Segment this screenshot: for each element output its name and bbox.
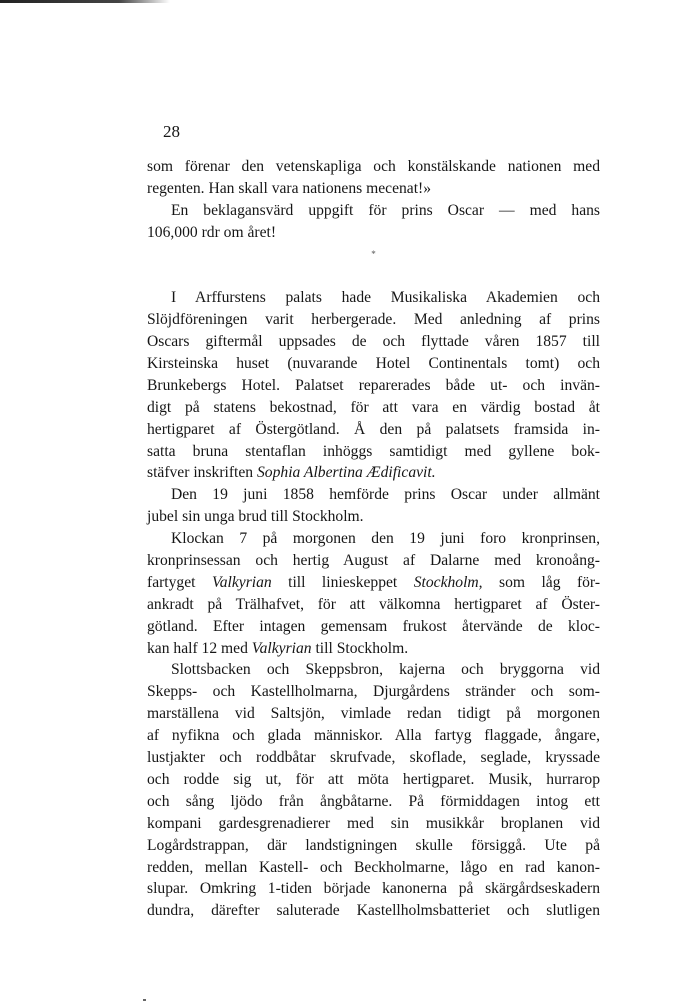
line-text: till linieskeppet <box>271 573 414 591</box>
text-line <box>147 156 600 178</box>
line-text: och rodde sig ut, för att möta hertigparet. Musik, hurrarop <box>147 770 600 788</box>
text-line <box>147 353 600 375</box>
text-line <box>147 397 600 419</box>
text-line <box>147 331 600 353</box>
text-line <box>147 484 600 506</box>
line-text: som förenar den vetenskapliga och konstälskande nationen med <box>147 158 600 175</box>
line-text: satta bruna stentaflan inhöggs samtidigt med gyllene bok- <box>147 442 600 460</box>
line-text: af nyfikna och glada människor. Alla fartyg flaggade, ångare, <box>147 727 600 745</box>
line-text: och sång ljödo från ångbåtarne. På förmiddagen intog ett <box>147 792 600 810</box>
scan-edge-mark <box>0 0 170 3</box>
line-text: Kirsteinska huset (nuvarande Hotel Continentals tomt) och <box>147 355 600 373</box>
text-line <box>147 441 600 463</box>
line-text: En beklagansvärd uppgift för prins Oscar — med hans <box>171 201 600 219</box>
line-text: Skepps- och Kastellholmarna, Djurgårdens stränder och som- <box>147 683 600 701</box>
text-line <box>147 309 600 331</box>
text-line <box>147 594 600 616</box>
line-text: Brunkebergs Hotel. Palatset reparerades både ut- och invän- <box>147 376 600 394</box>
text-line <box>147 791 600 813</box>
line-text: digt på statens bekostnad, för att vara en värdig bostad åt <box>147 398 600 416</box>
line-text: kronprinsessan och hertig August af Dalarne med kronoång- <box>147 552 600 570</box>
italic-text: Stockholm, <box>413 573 483 591</box>
text-line <box>147 813 600 835</box>
text-line <box>147 769 600 791</box>
text-line <box>147 835 600 857</box>
page-number: 28 <box>163 122 180 141</box>
line-text: Logårdstrappan, där landstigningen skulle försiggå. Ute på <box>147 836 600 854</box>
text-line <box>147 725 600 747</box>
italic-text: Sophia Albertina Ædificavit. <box>257 464 436 482</box>
line-text: som låg för- <box>482 573 601 591</box>
line-text: marställena vid Saltsjön, vimlade redan tidigt på morgonen <box>147 705 600 723</box>
text-line <box>147 462 600 484</box>
line-text: I Arffurstens palats hade Musikaliska Akademien och <box>171 289 600 307</box>
line-text: 106,000 rdr om året! <box>147 223 277 241</box>
section-separator: * <box>371 248 376 259</box>
text-line <box>147 550 600 572</box>
line-text: hertigparet af Östergötland. Å den på palatsets framsida in- <box>147 420 600 438</box>
text-line <box>147 572 600 594</box>
text-line <box>147 857 600 879</box>
blank-line <box>147 265 600 287</box>
italic-text: Valkyrian <box>211 573 272 591</box>
line-text: redden, mellan Kastell- och Beckholmarne, lågo en rad kanon- <box>147 858 600 876</box>
line-text: dundra, därefter saluterade Kastellholmsbatteriet och slutligen <box>147 902 600 920</box>
line-text: stäfver inskriften <box>147 464 257 482</box>
line-text: Klockan 7 på morgonen den 19 juni foro kronprinsen, <box>171 530 600 548</box>
body-text <box>147 156 600 922</box>
text-line <box>147 616 600 638</box>
text-line <box>147 200 600 222</box>
line-text: till Stockholm. <box>311 639 409 657</box>
text-line <box>147 506 600 528</box>
line-text: kan half 12 med <box>147 639 252 657</box>
text-line <box>147 681 600 703</box>
text-line <box>147 900 600 922</box>
scan-speck <box>143 999 146 1001</box>
line-text: Slottsbacken och Skeppsbron, kajerna och bryggorna vid <box>171 661 600 679</box>
text-line <box>147 178 600 200</box>
text-line <box>147 878 600 900</box>
line-text: lustjakter och roddbåtar skrufvade, skoflade, seglade, kryssade <box>147 749 600 767</box>
line-text: Slöjdföreningen varit herbergerade. Med anledning af prins <box>147 311 600 329</box>
text-line <box>147 747 600 769</box>
text-line <box>147 375 600 397</box>
text-line <box>147 419 600 441</box>
text-line <box>147 659 600 681</box>
line-text: slupar. Omkring 1-tiden började kanonerna på skärgårdseskadern <box>147 880 600 898</box>
line-text: ankradt på Trälhafvet, för att välkomna hertigparet af Öster- <box>147 595 600 613</box>
line-text: fartyget <box>147 573 212 591</box>
text-line <box>147 287 600 309</box>
line-text: regenten. Han skall vara nationens mecenat!» <box>147 179 432 197</box>
text-line <box>147 222 600 244</box>
text-line <box>147 638 600 660</box>
text-line <box>147 703 600 725</box>
line-text: kompani gardesgrenadierer med sin musikkår broplanen vid <box>147 814 600 832</box>
line-text: Oscars giftermål uppsades de och flyttade våren 1857 till <box>147 333 600 351</box>
line-text: Den 19 juni 1858 hemförde prins Oscar under allmänt <box>171 486 600 504</box>
italic-text: Valkyrian <box>251 639 312 657</box>
text-line <box>147 528 600 550</box>
line-text: götland. Efter intagen gemensam frukost återvände de kloc- <box>147 617 600 635</box>
line-text: jubel sin unga brud till Stockholm. <box>147 508 364 526</box>
